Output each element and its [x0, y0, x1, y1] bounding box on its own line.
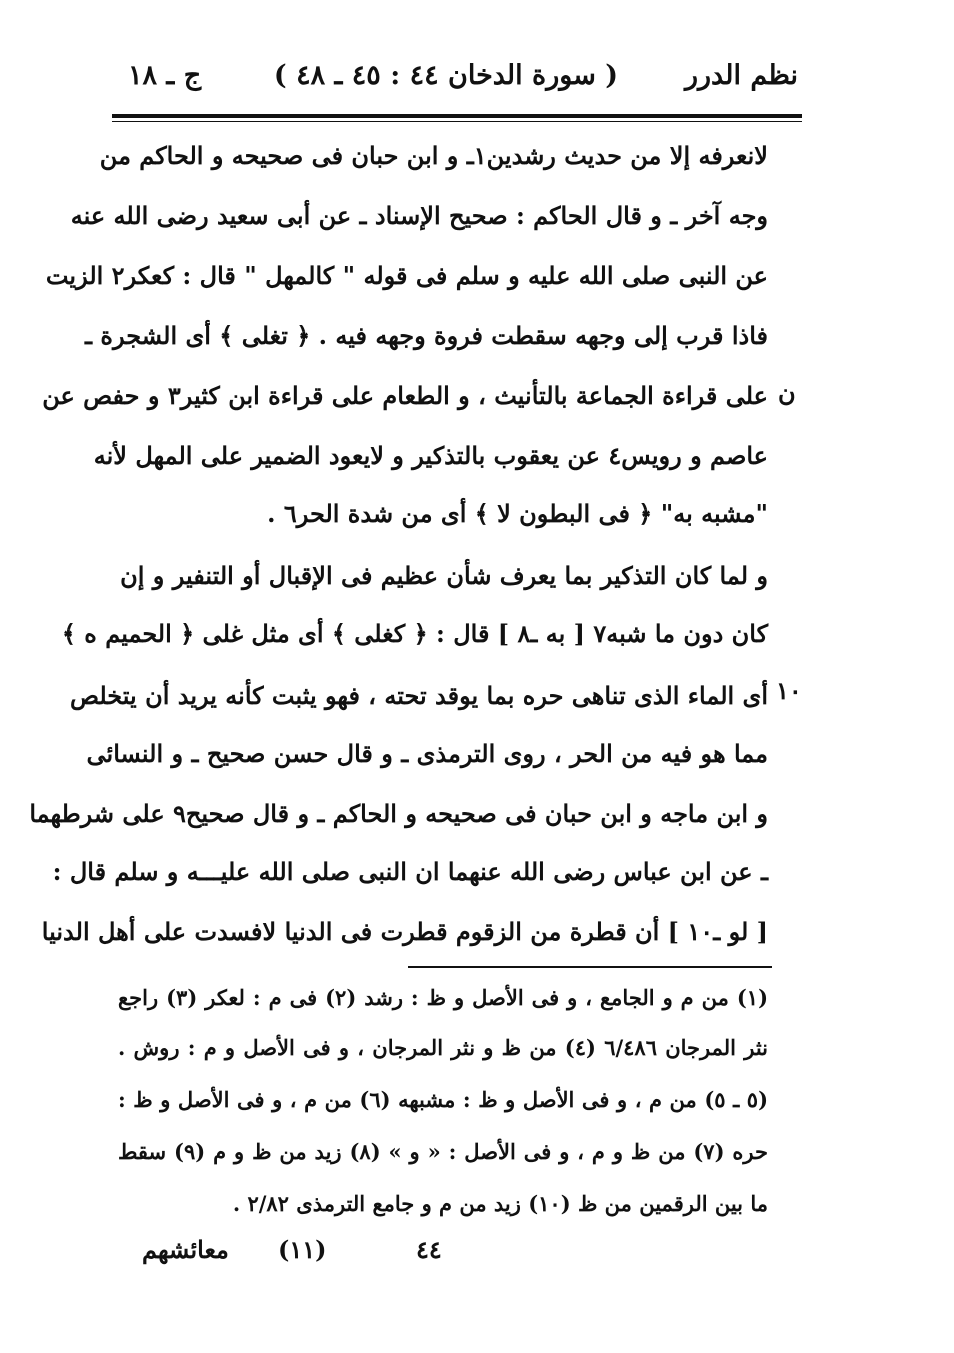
- page-footer: [118, 1235, 798, 1275]
- body-line: ـ عن ابن عباس رضى الله عنهما ان النبى صلى الله عليـــه و سلم قال :: [52, 857, 768, 886]
- body-line: و ابن ماجه و ابن حبان فى صحيحه و الحاكم ـ و قال صحيح٩ على شرطهما: [29, 799, 768, 828]
- page-number: ٤٤: [416, 1235, 442, 1264]
- body-line: أى الماء الذى تناهى حره بما يوقد تحته ، فهو يثبت كأنه يريد أن يتخلص: [69, 681, 768, 710]
- book-title: نظم الدرر: [684, 60, 798, 91]
- volume-number: ج ـ ١٨: [128, 60, 202, 91]
- body-line: على قراءة الجماعة بالتأنيث ، و الطعام على قراءة ابن كثير٣ و حفص عن: [42, 381, 768, 410]
- margin-line-number: ١٠: [776, 676, 802, 705]
- running-header: [118, 60, 798, 104]
- header-rule: [112, 114, 802, 118]
- footnote-line: (١) من م و الجامع ، و فى الأصل و ظ : رشد (٢) فى م : لعكر (٣) راجع: [118, 985, 768, 1010]
- body-line: عن النبى صلى الله عليه و سلم فى قوله " كالمهل " قال : كعكر٢ الزيت: [45, 261, 768, 290]
- footnote-line: حره (٧) من ظ و م ، و فى الأصل : « و » (٨) زيد من ظ و م (٩) سقط: [118, 1139, 768, 1164]
- body-line: لانعرفه إلا من حديث رشدين١ـ و ابن حبان فى صحيحه و الحاكم من: [99, 141, 768, 170]
- body-line: عاصم و رويس٤ عن يعقوب بالتذكير و لايعود الضمير على المهل لأنه: [93, 441, 768, 470]
- footnote-line: (٥ ـ ٥) من م ، و فى الأصل و ظ : مشبهه (٦) من م ، و فى الأصل و ظ :: [118, 1087, 768, 1112]
- body-line: "مشبه به" ﴿ فى البطون لا ﴾ أى من شدة الحر٦ .: [267, 499, 768, 528]
- footnote-line: ما بين الرقمين من ظ (١٠) زيد من م و جامع الترمذى ٢/٨٢ .: [232, 1191, 768, 1216]
- body-line: فاذا قرب إلى وجهه سقطت فروة وجهه فيه . ﴿ تغلى ﴾ أى الشجرة ـ: [85, 321, 768, 350]
- body-line: مما هو فيه من الحر ، روى الترمذى ـ و قال حسن صحيح ـ و النسائى: [86, 739, 768, 768]
- margin-letter: ن: [778, 378, 796, 407]
- body-line: وجه آخر ـ و قال الحاكم : صحيح الإسناد ـ عن أبى سعيد رضى الله عنه: [70, 201, 768, 230]
- body-line: كان دون ما شبه٧ [ به ـ٨ ] قال : ﴿ كغلى ﴾ أى مثل غلى ﴿ الحميم ه ﴾: [61, 619, 768, 648]
- section-number: (١١): [278, 1235, 327, 1264]
- body-line: [ لو ـ١٠ ] أن قطرة من الزقوم قطرت فى الدنيا لافسدت على أهل الدنيا: [41, 917, 768, 946]
- body-line: و لما كان التذكير بما يعرف شأن عظيم فى الإقبال أو التنفير و إن: [120, 561, 768, 590]
- signature-catchword: معائشهم: [142, 1235, 229, 1264]
- footnote-separator: [408, 966, 772, 968]
- surah-reference: ( سورة الدخان ٤٤ : ٤٥ ـ ٤٨ ): [273, 60, 618, 91]
- header-rule-thin: [112, 121, 802, 122]
- footnote-line: نثر المرجان ٦/٤٨٦ (٤) من ظ و نثر المرجان ، و فى الأصل و م : روش .: [118, 1035, 769, 1060]
